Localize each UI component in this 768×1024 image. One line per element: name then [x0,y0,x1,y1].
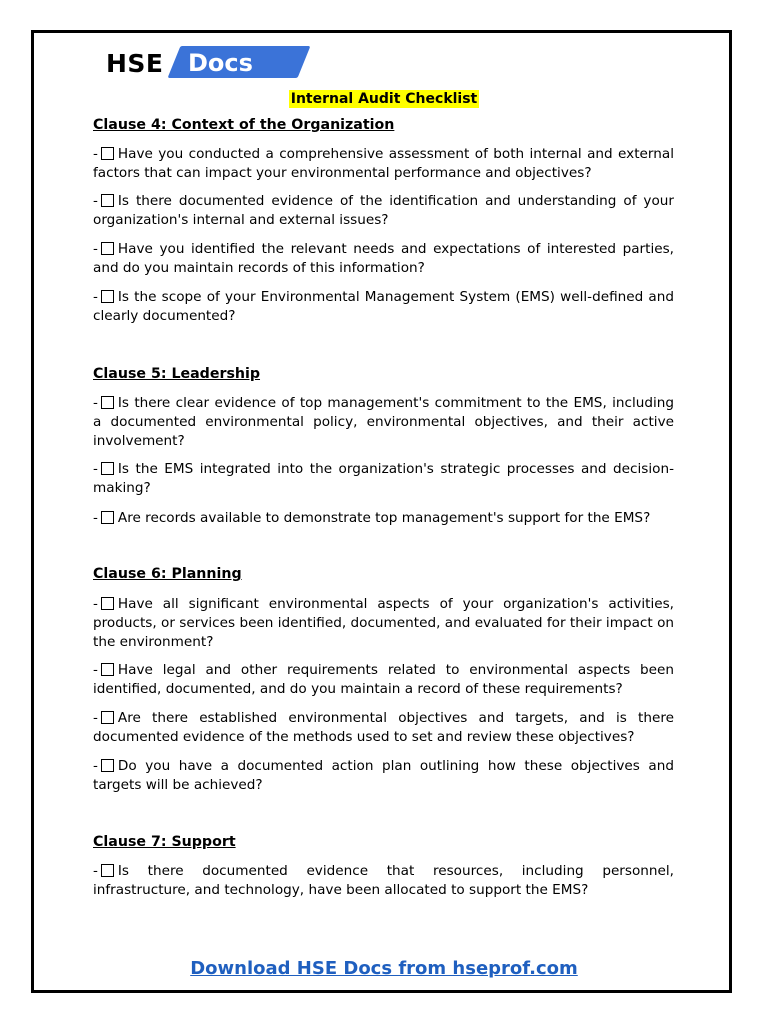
checklist-item [93,862,674,900]
checklist-item [93,709,674,747]
item-text: Are there established environmental objectives and targets, and is there documented evidence of the methods used to set and review these objectives? [93,710,674,745]
item-text: Do you have a documented action plan outlining how these objectives and targets will be achieved? [93,758,674,793]
item-text: Have you conducted a comprehensive assessment of both internal and external factors that can impact your environmental performance and objectives? [93,146,674,181]
checkbox[interactable] [101,396,114,409]
item-text: Is there documented evidence of the identification and understanding of your organization's internal and external issues? [93,193,674,228]
checklist-item [93,394,674,451]
document-title: Internal Audit Checklist [290,91,478,107]
item-text: Is the scope of your Environmental Management System (EMS) well-defined and clearly documented? [93,289,674,324]
checkbox[interactable] [101,663,114,676]
logo-hse-text: HSE [106,49,164,78]
dash: - [93,510,98,526]
checklist-item [93,145,674,183]
checkbox[interactable] [101,194,114,207]
dash: - [93,758,98,774]
clause-heading: Clause 5: Leadership [93,366,261,382]
dash: - [93,241,98,257]
dash: - [93,863,98,879]
checklist-item [93,288,674,326]
item-text: Have you identified the relevant needs and expectations of interested parties, and do you maintain records of this information? [93,241,674,276]
checklist-item [93,240,674,278]
clause-4-section [93,116,674,135]
checklist-item [93,460,674,498]
dash: - [93,146,98,162]
checkbox[interactable] [101,759,114,772]
clause-7-section [93,833,674,852]
download-link[interactable]: Download HSE Docs from hseprof.com [190,958,578,979]
checkbox[interactable] [101,242,114,255]
checklist-item [93,509,674,528]
clause-6-section [93,565,674,584]
checklist-item [93,192,674,230]
clause-heading: Clause 6: Planning [93,566,242,582]
checkbox[interactable] [101,462,114,475]
clause-heading: Clause 7: Support [93,834,236,850]
item-text: Is the EMS integrated into the organization's strategic processes and decision-making? [93,461,674,496]
item-text: Are records available to demonstrate top management's support for the EMS? [117,510,651,526]
dash: - [93,461,98,477]
item-text: Is there clear evidence of top management's commitment to the EMS, including a documented environmental policy, environmental objectives, and their active involvement? [93,395,674,449]
item-text: Have legal and other requirements related to environmental aspects been identified, documented, and do you maintain a record of these requirements? [93,662,674,697]
clause-heading: Clause 4: Context of the Organization [93,117,395,133]
checkbox[interactable] [101,511,114,524]
checkbox[interactable] [101,147,114,160]
dash: - [93,710,98,726]
checkbox[interactable] [101,864,114,877]
dash: - [93,193,98,209]
clause-5-section [93,365,674,384]
item-text: Have all significant environmental aspects of your organization's activities, products, or services been identified, documented, and evaluated for their impact on the environment? [93,596,674,650]
dash: - [93,289,98,305]
dash: - [93,596,98,612]
logo-docs-text: Docs [188,49,253,77]
checklist-item [93,757,674,795]
checkbox[interactable] [101,711,114,724]
checkbox[interactable] [101,290,114,303]
item-text: Is there documented evidence that resources, including personnel, infrastructure, and technology, have been allocated to support the EMS? [93,863,674,898]
checkbox[interactable] [101,597,114,610]
checklist-item [93,661,674,699]
dash: - [93,395,98,411]
checklist-item [93,595,674,652]
dash: - [93,662,98,678]
